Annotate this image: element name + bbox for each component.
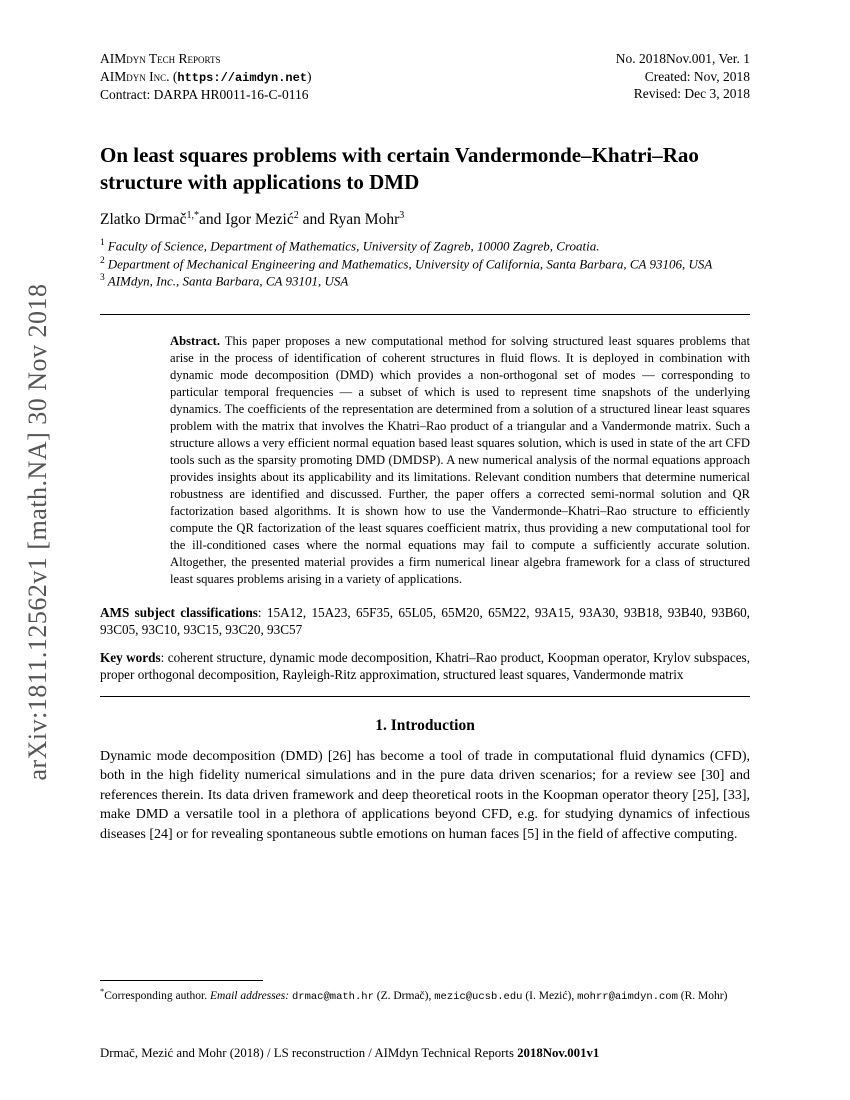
affiliation-marker: 2 (100, 255, 105, 266)
company-url-link[interactable]: https://aimdyn.net (177, 70, 307, 85)
footer-report-id: 2018Nov.001v1 (517, 1046, 600, 1060)
abstract-label: Abstract. (170, 333, 221, 348)
footnote-text (100, 986, 750, 1005)
report-series-label: AIMdyn Tech Reports (100, 51, 221, 66)
report-number: No. 2018Nov.001, Ver. 1 (615, 51, 750, 66)
section-heading-introduction: 1. Introduction (375, 716, 475, 734)
footer-citation: Drmač, Mezić and Mohr (2018) / LS reconstruction / AIMdyn Technical Reports (100, 1046, 518, 1060)
ams-classifications (100, 604, 750, 639)
author-name-3: and Ryan Mohr (298, 211, 400, 229)
author-affil-marker-2: 2 (293, 210, 299, 222)
footnote-rule (100, 980, 263, 981)
author-line (100, 210, 750, 229)
affiliation-text: AIMdyn, Inc., Santa Barbara, CA 93101, USA (107, 273, 349, 289)
ams-codes: : 15A12, 15A23, 65F35, 65L05, 65M20, 65M22, 93A15, 93A30, 93B18, 93B40, 93B60, 93C05, 93C10, 93C15, 93C20, 93C57 (100, 604, 750, 638)
affiliation-marker: 3 (100, 273, 105, 284)
footnote (100, 980, 750, 1005)
ams-label: AMS subject classifications (100, 604, 258, 620)
email-link-drmac[interactable]: drmac@math.hr (291, 990, 374, 1003)
footnote-name-2: (I. Mezić), (522, 989, 578, 1002)
report-header-left (100, 50, 312, 104)
affiliation-text: Faculty of Science, Department of Mathematics, University of Zagreb, 10000 Zagreb, Croatia. (107, 238, 600, 254)
affiliation-marker: 1 (100, 238, 105, 249)
arxiv-watermark: arXiv:1811.12562v1 [math.NA] 30 Nov 2018 (23, 283, 52, 781)
affiliation-3 (100, 272, 750, 289)
paren-close: ) (307, 68, 312, 84)
email-link-mohr[interactable]: mohrr@aimdyn.com (577, 990, 678, 1003)
author-affil-marker-3: 3 (399, 210, 405, 222)
affiliation-2 (100, 255, 750, 272)
footnote-corresponding: Corresponding author. (104, 989, 210, 1002)
abstract-text: This paper proposes a new computational method for solving structured least squares problems that arise in the process of identification of coherent structures in fluid flows. It is deployed in combination with dynamic mode decomposition (DMD) which provides a non-orthogonal set of modes — corresponding to particular temporal frequencies — a subset of which is used to represent time snapshots of the underlying dynamics. The coefficients of the representation are determined from a solution of a structured linear least squares problem with the matrix that involves the Khatri–Rao product of a triangular and a Vandermonde matrix. Such a structure allows a very efficient normal equation based least squares solution, which is used in state of the art CFD tools such as the sparsity promoting DMD (DMDSP). A new numerical analysis of the normal equations approach provides insights about its applicability and its limitations. Relevant condition numbers that determine numerical robustness are identified and discussed. Further, the paper offers a corrected semi-normal solution and QR factorization based algorithms. It is shown how to use the Vandermonde–Khatri–Rao structure to efficiently compute the QR factorization of the least squares coefficient matrix, thus providing a new computational tool for the ill-conditioned cases where the normal equations may fail to compute a sufficiently accurate solution. Altogether, the presented material provides a firm numerical linear algebra framework for a class of structured least squares problems arising in a variety of applications. (170, 333, 751, 586)
contract-line: Contract: DARPA HR0011-16-C-0116 (100, 87, 309, 103)
author-name-2: and Igor Mezić (199, 211, 294, 229)
footnote-email-label: Email addresses: (209, 989, 292, 1002)
affiliation-1 (100, 237, 750, 254)
email-link-mezic[interactable]: mezic@ucsb.edu (434, 990, 523, 1003)
report-header-right (616, 50, 750, 104)
affiliation-text: Department of Mechanical Engineering and Mathematics, University of California, Santa Barbara, CA 93106, USA (107, 256, 713, 272)
company-name: AIMdyn Inc. (100, 68, 170, 84)
page-content (100, 50, 750, 845)
keywords-label: Key words (100, 649, 161, 665)
keywords (100, 649, 750, 684)
horizontal-rule-top (100, 314, 750, 315)
keywords-text: : coherent structure, dynamic mode decomposition, Khatri–Rao product, Koopman operator, Krylov subspaces, proper orthogonal decomposition, Rayleigh-Ritz approximation, structured least squares, Vandermonde matrix (100, 649, 750, 683)
footnote-marker: * (100, 986, 105, 996)
report-created-date: Created: Nov, 2018 (644, 68, 750, 84)
author-name-1: Zlatko Drmač (100, 211, 187, 229)
abstract (170, 333, 750, 588)
page-footer (100, 1046, 750, 1061)
introduction-paragraph: Dynamic mode decomposition (DMD) [26] has become a tool of trade in computational fluid dynamics (CFD), both in the high fidelity numerical simulations and in the pure data driven scenarios; for a review see [30] and references therein. Its data driven framework and deep theoretical roots in the Koopman operator theory [25], [33], make DMD a versatile tool in a plethora of applications beyond CFD, e.g. for studying dynamics of infectious diseases [24] or for revealing spontaneous subtle emotions on human faces [5] in the field of affective computing. (100, 748, 750, 842)
report-revised-date: Revised: Dec 3, 2018 (633, 86, 750, 102)
company-line (100, 68, 312, 87)
paren-open: ( (172, 68, 178, 84)
author-affil-marker-1: 1,* (186, 210, 200, 222)
paper-title: On least squares problems with certain Vandermonde–Khatri–Rao structure with applications to DMD (100, 142, 699, 194)
footnote-name-1: (Z. Drmač), (373, 989, 435, 1002)
horizontal-rule-bottom (100, 696, 750, 697)
affiliation-list (100, 237, 750, 289)
report-header (100, 50, 750, 104)
footnote-name-3: (R. Mohr) (677, 989, 728, 1002)
